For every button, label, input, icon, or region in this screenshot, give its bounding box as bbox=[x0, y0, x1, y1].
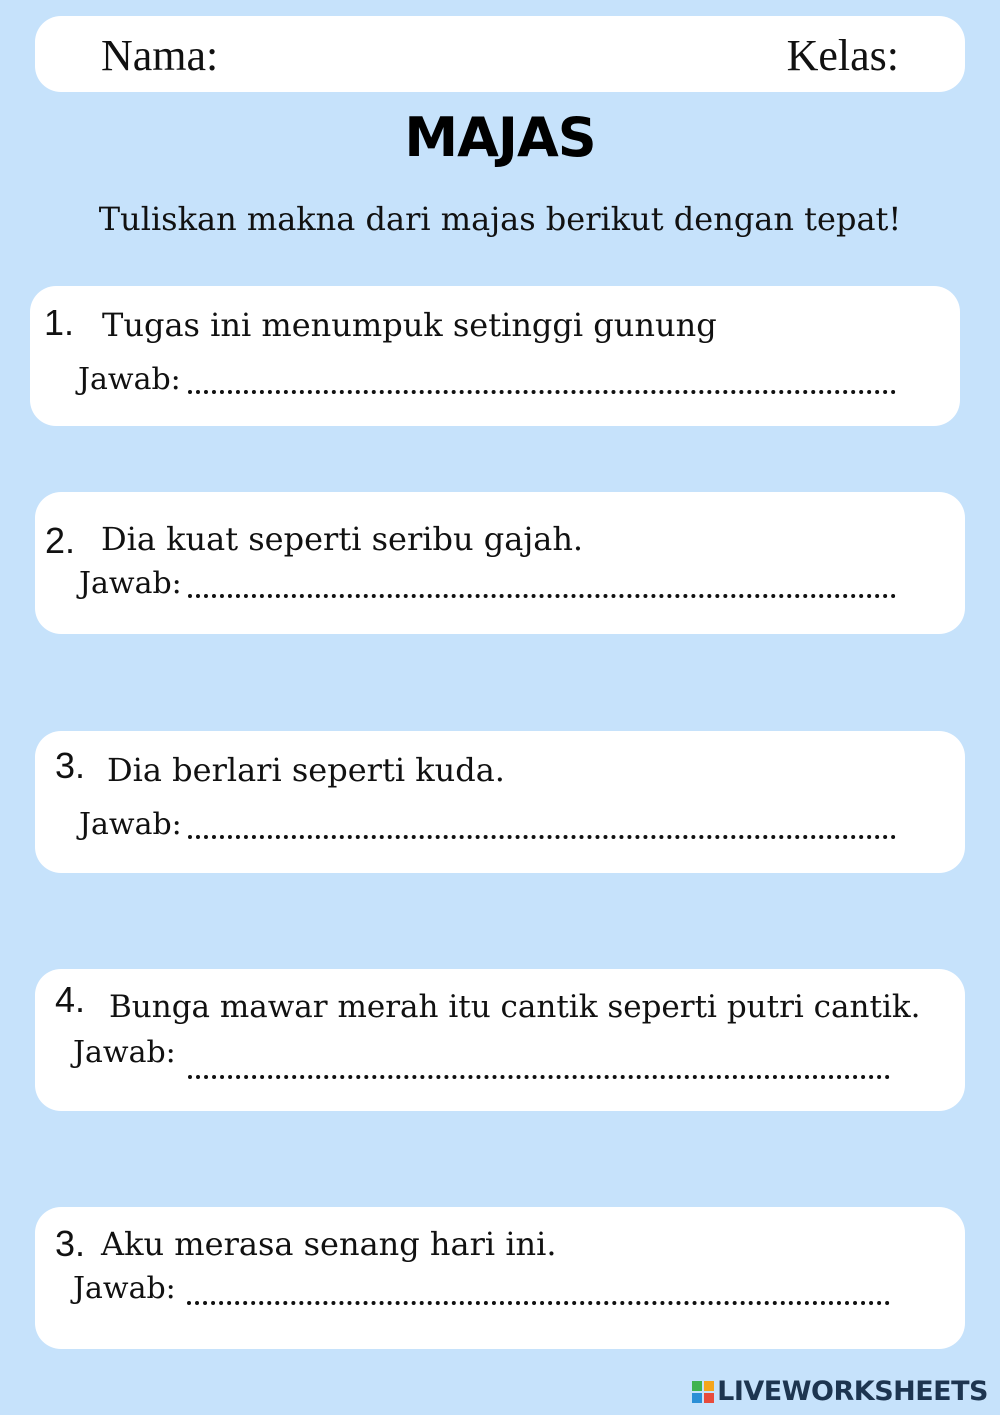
answer-label: Jawab: bbox=[73, 1271, 176, 1306]
instruction-text: Tuliskan makna dari majas berikut dengan tepat! bbox=[98, 200, 902, 238]
question-text: Dia berlari seperti kuda. bbox=[107, 751, 505, 789]
answer-label: Jawab: bbox=[73, 1035, 176, 1070]
question-card-5 bbox=[35, 1207, 965, 1349]
answer-field[interactable] bbox=[188, 390, 896, 394]
answer-label: Jawab: bbox=[79, 807, 182, 842]
question-card-4 bbox=[35, 969, 965, 1111]
question-number: 2. bbox=[45, 520, 76, 561]
question-number: 1. bbox=[44, 302, 75, 343]
question-text: Aku merasa senang hari ini. bbox=[101, 1225, 557, 1263]
answer-label: Jawab: bbox=[78, 362, 181, 397]
class-label: Kelas: bbox=[786, 31, 899, 80]
question-number: 4. bbox=[55, 979, 86, 1020]
question-text: Tugas ini menumpuk setinggi gunung bbox=[102, 306, 717, 344]
name-label: Nama: bbox=[101, 31, 219, 80]
liveworksheets-logo-icon bbox=[692, 1381, 714, 1403]
answer-field[interactable] bbox=[188, 594, 896, 598]
liveworksheets-brand bbox=[692, 1376, 988, 1407]
answer-field[interactable] bbox=[188, 835, 896, 839]
question-card-3 bbox=[35, 731, 965, 873]
question-card-1 bbox=[30, 286, 960, 426]
answer-field[interactable] bbox=[187, 1301, 890, 1305]
answer-field[interactable] bbox=[188, 1075, 890, 1079]
brand-text: LIVEWORKSHEETS bbox=[717, 1376, 988, 1407]
question-text: Dia kuat seperti seribu gajah. bbox=[101, 520, 584, 558]
question-text: Bunga mawar merah itu cantik seperti putri cantik. bbox=[109, 989, 921, 1025]
worksheet-title: MAJAS bbox=[404, 106, 596, 169]
question-number: 3. bbox=[55, 1223, 86, 1264]
question-number: 3. bbox=[55, 745, 86, 786]
answer-label: Jawab: bbox=[79, 566, 182, 601]
question-card-2 bbox=[35, 492, 965, 634]
header-card bbox=[35, 16, 965, 92]
